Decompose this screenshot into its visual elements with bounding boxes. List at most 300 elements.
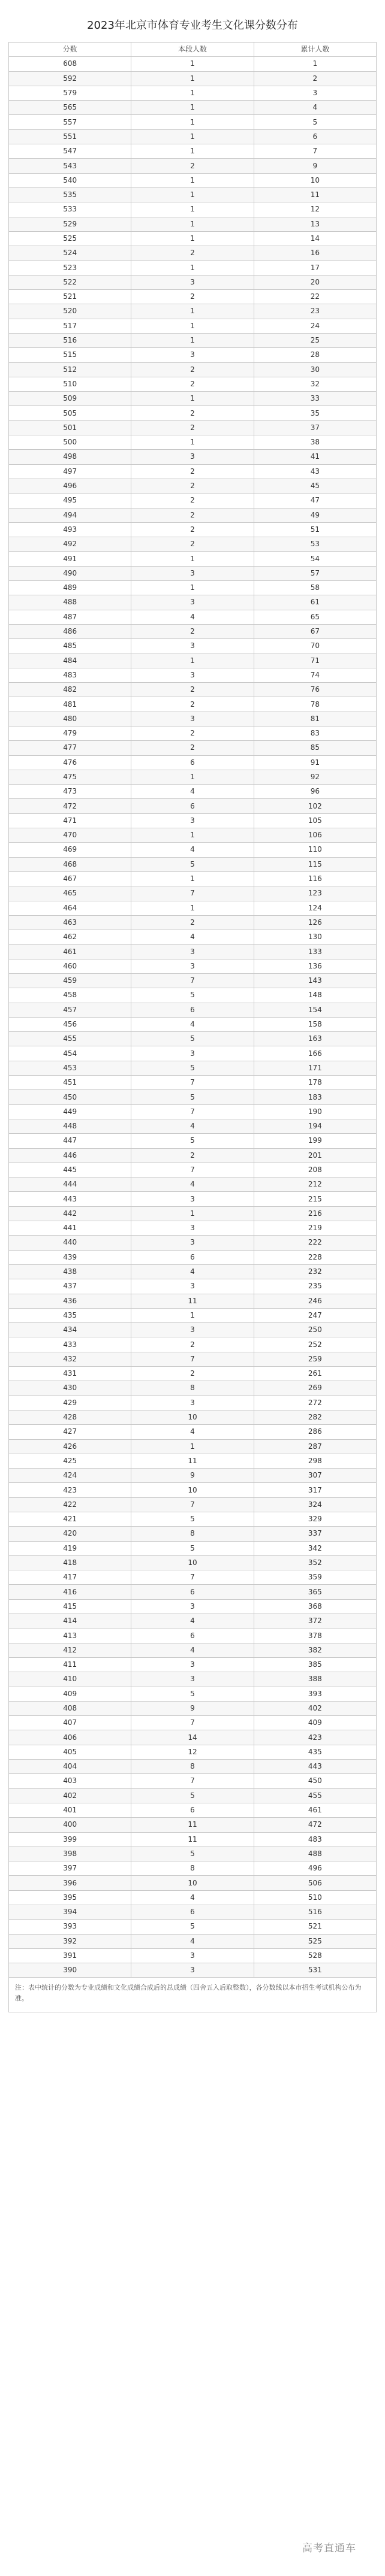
table-row	[9, 1381, 377, 1396]
cell-score: 497	[9, 464, 131, 479]
table-row	[9, 886, 377, 901]
table-row	[9, 1090, 377, 1104]
table-row	[9, 959, 377, 973]
cell-cumulative-count: 76	[254, 683, 376, 697]
cell-cumulative-count: 525	[254, 1934, 376, 1948]
table-row	[9, 420, 377, 435]
cell-score: 540	[9, 173, 131, 187]
cell-score: 485	[9, 639, 131, 653]
cell-cumulative-count: 178	[254, 1076, 376, 1090]
cell-score: 436	[9, 1294, 131, 1308]
table-row	[9, 406, 377, 420]
cell-score: 469	[9, 843, 131, 857]
cell-segment-count: 3	[131, 639, 254, 653]
cell-score: 529	[9, 217, 131, 231]
cell-score: 491	[9, 552, 131, 566]
table-row	[9, 71, 377, 86]
cell-cumulative-count: 232	[254, 1264, 376, 1279]
cell-segment-count: 1	[131, 217, 254, 231]
cell-cumulative-count: 11	[254, 187, 376, 202]
cell-segment-count: 8	[131, 1527, 254, 1541]
cell-cumulative-count: 45	[254, 479, 376, 493]
table-row	[9, 1643, 377, 1657]
table-row	[9, 1134, 377, 1148]
cell-segment-count: 6	[131, 1628, 254, 1643]
cell-score: 395	[9, 1890, 131, 1905]
cell-score: 579	[9, 86, 131, 100]
cell-segment-count: 7	[131, 1774, 254, 1788]
cell-score: 490	[9, 566, 131, 580]
cell-segment-count: 5	[131, 1090, 254, 1104]
cell-cumulative-count: 352	[254, 1555, 376, 1570]
cell-cumulative-count: 65	[254, 610, 376, 624]
cell-segment-count: 1	[131, 1308, 254, 1322]
table-row	[9, 1396, 377, 1410]
cell-cumulative-count: 105	[254, 813, 376, 828]
cell-score: 400	[9, 1818, 131, 1832]
cell-score: 520	[9, 304, 131, 319]
cell-score: 428	[9, 1410, 131, 1424]
table-row	[9, 1614, 377, 1628]
header-cumulative-count: 累计人数	[254, 43, 376, 57]
table-row	[9, 1177, 377, 1192]
cell-score: 557	[9, 115, 131, 129]
cell-cumulative-count: 528	[254, 1948, 376, 1963]
cell-cumulative-count: 488	[254, 1847, 376, 1861]
table-row	[9, 785, 377, 799]
cell-segment-count: 3	[131, 712, 254, 726]
cell-score: 405	[9, 1745, 131, 1759]
cell-segment-count: 4	[131, 1890, 254, 1905]
cell-cumulative-count: 83	[254, 726, 376, 740]
cell-segment-count: 1	[131, 86, 254, 100]
table-row	[9, 712, 377, 726]
table-row	[9, 1541, 377, 1555]
cell-segment-count: 2	[131, 522, 254, 537]
cell-cumulative-count: 163	[254, 1032, 376, 1046]
table-row	[9, 1745, 377, 1759]
cell-cumulative-count: 24	[254, 319, 376, 333]
cell-segment-count: 2	[131, 377, 254, 391]
table-row	[9, 464, 377, 479]
table-row	[9, 392, 377, 406]
table-row	[9, 522, 377, 537]
table-row	[9, 1017, 377, 1031]
cell-score: 498	[9, 450, 131, 464]
cell-score: 480	[9, 712, 131, 726]
cell-cumulative-count: 307	[254, 1469, 376, 1483]
cell-cumulative-count: 190	[254, 1104, 376, 1119]
cell-segment-count: 3	[131, 566, 254, 580]
cell-score: 396	[9, 1876, 131, 1890]
cell-segment-count: 1	[131, 115, 254, 129]
table-row	[9, 1076, 377, 1090]
cell-cumulative-count: 282	[254, 1410, 376, 1424]
cell-segment-count: 1	[131, 871, 254, 886]
cell-segment-count: 7	[131, 974, 254, 988]
cell-segment-count: 3	[131, 1396, 254, 1410]
cell-score: 449	[9, 1104, 131, 1119]
cell-score: 408	[9, 1701, 131, 1715]
table-row	[9, 1905, 377, 1920]
table-row	[9, 508, 377, 522]
table-row	[9, 1803, 377, 1817]
table-row	[9, 755, 377, 770]
table-row	[9, 304, 377, 319]
table-row	[9, 1672, 377, 1687]
cell-score: 424	[9, 1469, 131, 1483]
cell-score: 543	[9, 159, 131, 173]
cell-segment-count: 1	[131, 261, 254, 275]
cell-cumulative-count: 450	[254, 1774, 376, 1788]
cell-score: 441	[9, 1221, 131, 1236]
cell-cumulative-count: 81	[254, 712, 376, 726]
table-row	[9, 1148, 377, 1163]
cell-segment-count: 3	[131, 348, 254, 362]
cell-score: 512	[9, 362, 131, 377]
cell-segment-count: 2	[131, 246, 254, 261]
cell-cumulative-count: 1	[254, 57, 376, 71]
cell-score: 420	[9, 1527, 131, 1541]
table-row	[9, 1497, 377, 1512]
cell-score: 487	[9, 610, 131, 624]
cell-segment-count: 1	[131, 319, 254, 333]
table-row	[9, 653, 377, 668]
table-row	[9, 1585, 377, 1599]
cell-segment-count: 1	[131, 770, 254, 784]
cell-score: 459	[9, 974, 131, 988]
cell-cumulative-count: 58	[254, 580, 376, 595]
cell-score: 416	[9, 1585, 131, 1599]
table-row	[9, 1410, 377, 1424]
table-row	[9, 770, 377, 784]
cell-segment-count: 5	[131, 1788, 254, 1803]
table-row	[9, 697, 377, 712]
cell-score: 608	[9, 57, 131, 71]
table-row	[9, 1250, 377, 1264]
table-row	[9, 319, 377, 333]
table-row	[9, 610, 377, 624]
table-row	[9, 1599, 377, 1614]
cell-cumulative-count: 531	[254, 1963, 376, 1978]
cell-segment-count: 2	[131, 1367, 254, 1381]
cell-cumulative-count: 115	[254, 857, 376, 871]
cell-segment-count: 2	[131, 683, 254, 697]
cell-score: 461	[9, 945, 131, 959]
cell-segment-count: 7	[131, 1076, 254, 1090]
table-row	[9, 1119, 377, 1133]
cell-segment-count: 7	[131, 1352, 254, 1366]
cell-segment-count: 5	[131, 1541, 254, 1555]
cell-segment-count: 4	[131, 1264, 254, 1279]
cell-cumulative-count: 194	[254, 1119, 376, 1133]
cell-cumulative-count: 54	[254, 552, 376, 566]
cell-segment-count: 1	[131, 828, 254, 843]
cell-score: 510	[9, 377, 131, 391]
cell-score: 435	[9, 1308, 131, 1322]
cell-cumulative-count: 22	[254, 290, 376, 304]
cell-cumulative-count: 368	[254, 1599, 376, 1614]
cell-cumulative-count: 516	[254, 1905, 376, 1920]
cell-segment-count: 3	[131, 945, 254, 959]
cell-cumulative-count: 41	[254, 450, 376, 464]
cell-segment-count: 9	[131, 1469, 254, 1483]
cell-cumulative-count: 342	[254, 1541, 376, 1555]
cell-cumulative-count: 443	[254, 1760, 376, 1774]
cell-segment-count: 1	[131, 187, 254, 202]
cell-score: 493	[9, 522, 131, 537]
cell-cumulative-count: 219	[254, 1221, 376, 1236]
table-row	[9, 1192, 377, 1206]
cell-cumulative-count: 116	[254, 871, 376, 886]
cell-segment-count: 7	[131, 1570, 254, 1585]
cell-segment-count: 10	[131, 1483, 254, 1497]
cell-score: 525	[9, 231, 131, 246]
table-row	[9, 945, 377, 959]
cell-segment-count: 3	[131, 1046, 254, 1061]
cell-cumulative-count: 57	[254, 566, 376, 580]
table-row	[9, 1832, 377, 1847]
table-row	[9, 1439, 377, 1454]
cell-score: 402	[9, 1788, 131, 1803]
cell-segment-count: 7	[131, 1104, 254, 1119]
cell-score: 397	[9, 1861, 131, 1876]
cell-segment-count: 2	[131, 915, 254, 930]
table-row	[9, 1512, 377, 1526]
cell-score: 476	[9, 755, 131, 770]
cell-segment-count: 6	[131, 755, 254, 770]
table-row	[9, 726, 377, 740]
cell-cumulative-count: 7	[254, 144, 376, 159]
table-row	[9, 86, 377, 100]
cell-cumulative-count: 201	[254, 1148, 376, 1163]
cell-segment-count: 2	[131, 362, 254, 377]
table-row	[9, 101, 377, 115]
cell-segment-count: 2	[131, 624, 254, 638]
cell-segment-count: 7	[131, 1163, 254, 1177]
table-row	[9, 246, 377, 261]
table-row	[9, 1308, 377, 1322]
cell-score: 524	[9, 246, 131, 261]
cell-cumulative-count: 25	[254, 333, 376, 347]
cell-score: 394	[9, 1905, 131, 1920]
score-distribution-table	[8, 42, 377, 1978]
table-header-row	[9, 43, 377, 57]
cell-cumulative-count: 35	[254, 406, 376, 420]
cell-segment-count: 1	[131, 57, 254, 71]
watermark-logo: 高考直通车	[302, 2542, 356, 2554]
cell-score: 419	[9, 1541, 131, 1555]
cell-cumulative-count: 496	[254, 1861, 376, 1876]
table-row	[9, 1323, 377, 1337]
cell-cumulative-count: 133	[254, 945, 376, 959]
cell-cumulative-count: 472	[254, 1818, 376, 1832]
cell-score: 463	[9, 915, 131, 930]
table-row	[9, 1876, 377, 1890]
cell-cumulative-count: 38	[254, 435, 376, 450]
cell-cumulative-count: 317	[254, 1483, 376, 1497]
cell-segment-count: 2	[131, 420, 254, 435]
cell-segment-count: 3	[131, 1323, 254, 1337]
cell-segment-count: 1	[131, 333, 254, 347]
table-row	[9, 552, 377, 566]
cell-score: 460	[9, 959, 131, 973]
cell-cumulative-count: 3	[254, 86, 376, 100]
table-row	[9, 1861, 377, 1876]
table-row	[9, 333, 377, 347]
cell-cumulative-count: 9	[254, 159, 376, 173]
cell-segment-count: 3	[131, 813, 254, 828]
cell-segment-count: 5	[131, 1032, 254, 1046]
table-row	[9, 1760, 377, 1774]
cell-cumulative-count: 106	[254, 828, 376, 843]
cell-segment-count: 8	[131, 1381, 254, 1396]
table-row	[9, 1294, 377, 1308]
cell-score: 414	[9, 1614, 131, 1628]
cell-cumulative-count: 259	[254, 1352, 376, 1366]
cell-segment-count: 11	[131, 1818, 254, 1832]
table-row	[9, 595, 377, 610]
cell-score: 551	[9, 129, 131, 144]
cell-score: 403	[9, 1774, 131, 1788]
cell-segment-count: 4	[131, 1934, 254, 1948]
cell-score: 505	[9, 406, 131, 420]
table-row	[9, 144, 377, 159]
cell-segment-count: 6	[131, 1003, 254, 1017]
cell-cumulative-count: 272	[254, 1396, 376, 1410]
cell-score: 482	[9, 683, 131, 697]
table-row	[9, 290, 377, 304]
table-row	[9, 1003, 377, 1017]
cell-score: 390	[9, 1963, 131, 1978]
table-row	[9, 930, 377, 945]
table-row	[9, 494, 377, 508]
cell-segment-count: 4	[131, 1119, 254, 1133]
cell-segment-count: 3	[131, 959, 254, 973]
cell-score: 451	[9, 1076, 131, 1090]
cell-segment-count: 2	[131, 741, 254, 755]
cell-segment-count: 10	[131, 1555, 254, 1570]
cell-cumulative-count: 124	[254, 901, 376, 915]
cell-segment-count: 2	[131, 697, 254, 712]
table-row	[9, 639, 377, 653]
cell-cumulative-count: 378	[254, 1628, 376, 1643]
cell-segment-count: 1	[131, 71, 254, 86]
cell-segment-count: 2	[131, 479, 254, 493]
cell-score: 516	[9, 333, 131, 347]
header-score: 分数	[9, 43, 131, 57]
table-row	[9, 1483, 377, 1497]
cell-score: 391	[9, 1948, 131, 1963]
cell-cumulative-count: 49	[254, 508, 376, 522]
cell-score: 431	[9, 1367, 131, 1381]
cell-score: 492	[9, 537, 131, 552]
cell-cumulative-count: 30	[254, 362, 376, 377]
cell-segment-count: 3	[131, 1672, 254, 1687]
cell-score: 407	[9, 1716, 131, 1730]
cell-score: 501	[9, 420, 131, 435]
cell-segment-count: 1	[131, 304, 254, 319]
table-row	[9, 683, 377, 697]
cell-segment-count: 1	[131, 202, 254, 217]
cell-score: 458	[9, 988, 131, 1003]
cell-segment-count: 10	[131, 1876, 254, 1890]
cell-score: 467	[9, 871, 131, 886]
cell-score: 406	[9, 1730, 131, 1745]
cell-cumulative-count: 43	[254, 464, 376, 479]
cell-score: 411	[9, 1657, 131, 1672]
cell-segment-count: 5	[131, 1687, 254, 1701]
cell-cumulative-count: 409	[254, 1716, 376, 1730]
table-row	[9, 348, 377, 362]
table-row	[9, 799, 377, 813]
cell-cumulative-count: 74	[254, 668, 376, 682]
cell-cumulative-count: 53	[254, 537, 376, 552]
cell-segment-count: 5	[131, 1920, 254, 1934]
cell-score: 413	[9, 1628, 131, 1643]
cell-score: 417	[9, 1570, 131, 1585]
cell-cumulative-count: 286	[254, 1425, 376, 1439]
table-body	[9, 57, 377, 1978]
table-row	[9, 173, 377, 187]
table-row	[9, 1264, 377, 1279]
cell-cumulative-count: 166	[254, 1046, 376, 1061]
cell-segment-count: 4	[131, 1643, 254, 1657]
table-row	[9, 115, 377, 129]
cell-cumulative-count: 148	[254, 988, 376, 1003]
table-row	[9, 159, 377, 173]
cell-segment-count: 8	[131, 1861, 254, 1876]
table-row	[9, 1657, 377, 1672]
cell-segment-count: 4	[131, 610, 254, 624]
cell-segment-count: 5	[131, 1134, 254, 1148]
cell-score: 477	[9, 741, 131, 755]
cell-cumulative-count: 37	[254, 420, 376, 435]
cell-cumulative-count: 252	[254, 1337, 376, 1352]
cell-score: 472	[9, 799, 131, 813]
cell-segment-count: 4	[131, 1614, 254, 1628]
table-row	[9, 1046, 377, 1061]
cell-cumulative-count: 228	[254, 1250, 376, 1264]
cell-segment-count: 2	[131, 406, 254, 420]
cell-score: 415	[9, 1599, 131, 1614]
cell-segment-count: 1	[131, 580, 254, 595]
cell-score: 500	[9, 435, 131, 450]
cell-score: 464	[9, 901, 131, 915]
cell-segment-count: 4	[131, 930, 254, 945]
cell-segment-count: 3	[131, 595, 254, 610]
cell-segment-count: 2	[131, 1148, 254, 1163]
cell-cumulative-count: 269	[254, 1381, 376, 1396]
cell-cumulative-count: 136	[254, 959, 376, 973]
cell-cumulative-count: 222	[254, 1236, 376, 1250]
cell-score: 448	[9, 1119, 131, 1133]
cell-score: 429	[9, 1396, 131, 1410]
cell-cumulative-count: 110	[254, 843, 376, 857]
cell-score: 423	[9, 1483, 131, 1497]
cell-cumulative-count: 23	[254, 304, 376, 319]
cell-cumulative-count: 171	[254, 1061, 376, 1075]
cell-segment-count: 3	[131, 1236, 254, 1250]
cell-score: 481	[9, 697, 131, 712]
table-row	[9, 435, 377, 450]
table-row	[9, 1236, 377, 1250]
table-row	[9, 57, 377, 71]
cell-cumulative-count: 6	[254, 129, 376, 144]
table-row	[9, 1104, 377, 1119]
cell-cumulative-count: 250	[254, 1323, 376, 1337]
cell-cumulative-count: 385	[254, 1657, 376, 1672]
